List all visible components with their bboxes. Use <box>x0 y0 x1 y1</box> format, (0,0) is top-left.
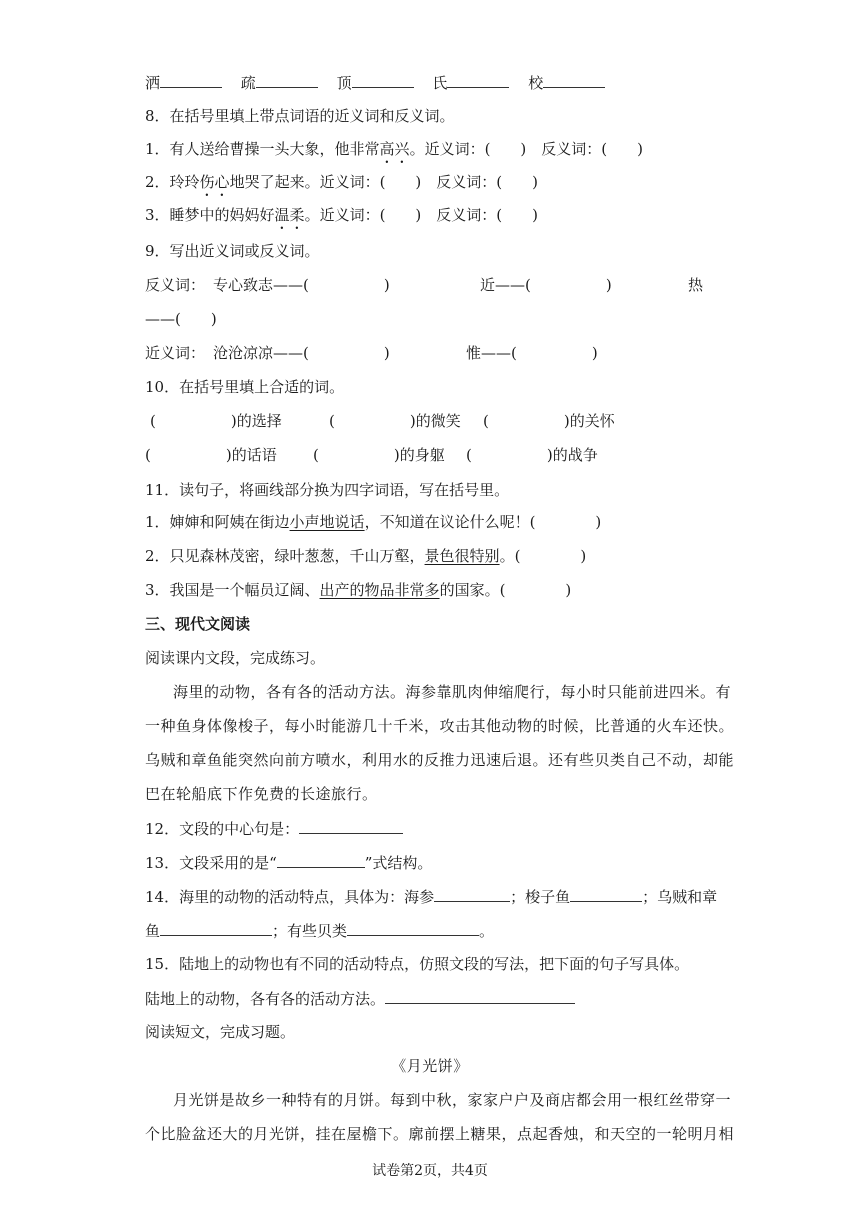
antonym-label: 反义词： <box>145 276 206 294</box>
reading-intro: 阅读课内文段，完成练习。 <box>145 649 326 667</box>
section-heading: 三、现代文阅读 <box>145 615 251 633</box>
story-line: 月光饼是故乡一种特有的月饼。每到中秋，家家户户及商店都会用一根红丝带穿一 <box>173 1091 732 1109</box>
question-8-item: 2．玲玲伤心地哭了起来。近义词：( ) 反义词：( ) <box>145 173 538 191</box>
answer-blank[interactable] <box>434 885 510 902</box>
fill-phrase: ( )的关怀 <box>483 412 615 430</box>
question-12: 12．文段的中心句是： <box>145 817 403 840</box>
underlined-phrase: 出产的物品非常多 <box>319 581 440 599</box>
char-4: 氏 <box>432 74 448 92</box>
answer-blank[interactable] <box>447 71 509 88</box>
question-10-title: 10．在括号里填上合适的词。 <box>145 378 345 396</box>
story-line: 个比脸盆还大的月光饼，挂在屋檐下。廓前摆上糖果，点起香烛，和天空的一轮明月相 <box>145 1125 735 1143</box>
answer-blank[interactable] <box>347 919 479 936</box>
passage-line: 海里的动物，各有各的活动方法。海参靠肌肉伸缩爬行，每小时只能前进四米。有 <box>173 683 732 701</box>
question-15: 15．陆地上的动物也有不同的活动特点，仿照文段的写法，把下面的句子写具体。 <box>145 955 690 973</box>
question-8-title: 8．在括号里填上带点词语的近义词和反义词。 <box>145 107 455 125</box>
answer-blank[interactable] <box>352 71 414 88</box>
passage-line: 一种鱼身体像梭子，每小时能游几十千米，攻击其他动物的时候，比普通的火车还快。 <box>145 717 735 735</box>
char-2: 疏 <box>240 74 256 92</box>
antonym-item: 专心致志——( ) <box>213 276 390 294</box>
synonym-label: 近义词： <box>145 344 206 362</box>
underlined-phrase: 景色很特别 <box>424 547 500 565</box>
answer-blank[interactable] <box>570 885 642 902</box>
dotted-word: 温柔 <box>274 206 305 224</box>
passage-line: 巴在轮船底下作免费的长途旅行。 <box>145 785 378 803</box>
question-11-title: 11．读句子，将画线部分换为四字词语，写在括号里。 <box>145 481 510 499</box>
char-3: 顶 <box>336 74 352 92</box>
page-footer: 试卷第2页，共4页 <box>372 1163 488 1179</box>
question-11-item: 3．我国是一个幅员辽阔、出产的物品非常多的国家。( ) <box>145 581 572 599</box>
fill-phrase: ( )的话语 <box>145 446 277 464</box>
antonym-item: 近——( ) <box>480 276 612 294</box>
char-5: 校 <box>528 74 544 92</box>
synonym-item: 惟——( ) <box>466 344 598 362</box>
story-title: 《月光饼》 <box>391 1057 469 1075</box>
fill-phrase: ( )的战争 <box>466 446 598 464</box>
question-11-item: 2．只见森林茂密，绿叶葱葱，千山万壑，景色很特别。( ) <box>145 547 587 565</box>
question-11-item: 1．婶婶和阿姨在街边小声地说话，不知道在议论什么呢！( ) <box>145 513 602 531</box>
fill-phrase: ( )的选择 <box>150 412 282 430</box>
answer-blank[interactable] <box>277 851 365 868</box>
fill-phrase: ( )的微笑 <box>329 412 461 430</box>
answer-blank[interactable] <box>256 71 318 88</box>
question-14-cont: 鱼 ；有些贝类 。 <box>145 919 494 942</box>
underlined-phrase: 小声地说话 <box>289 513 365 531</box>
antonym-item-cont: ——( ) <box>145 310 217 328</box>
antonym-item: 热 <box>688 276 704 294</box>
answer-blank[interactable] <box>299 817 403 834</box>
char-1: 洒 <box>145 74 161 92</box>
dotted-word: 伤心 <box>199 173 230 191</box>
fill-phrase: ( )的身躯 <box>313 446 445 464</box>
dotted-word: 高兴 <box>379 140 410 158</box>
passage-line: 乌贼和章鱼能突然向前方喷水，利用水的反推力迅速后退。还有些贝类自己不动，却能 <box>145 751 735 769</box>
synonym-item: 沧沧凉凉——( ) <box>213 344 390 362</box>
question-9-title: 9．写出近义词或反义词。 <box>145 242 320 260</box>
question-14: 14．海里的动物的活动特点，具体为：海参 ；梭子鱼 ；乌贼和章 <box>145 885 717 908</box>
question-8-item: 3．睡梦中的妈妈好温柔。近义词：( ) 反义词：( ) <box>145 206 538 224</box>
char-blank-row <box>145 71 605 94</box>
answer-blank[interactable] <box>385 987 575 1004</box>
answer-blank[interactable] <box>160 71 222 88</box>
answer-blank[interactable] <box>543 71 605 88</box>
reading-intro-2: 阅读短文，完成习题。 <box>145 1023 296 1041</box>
answer-blank[interactable] <box>160 919 272 936</box>
question-8-item: 1．有人送给曹操一头大象，他非常高兴。近义词：( ) 反义词：( ) <box>145 140 643 158</box>
question-15-line: 陆地上的动物，各有各的活动方法。 <box>145 987 575 1010</box>
question-13: 13．文段采用的是“ ”式结构。 <box>145 851 432 874</box>
